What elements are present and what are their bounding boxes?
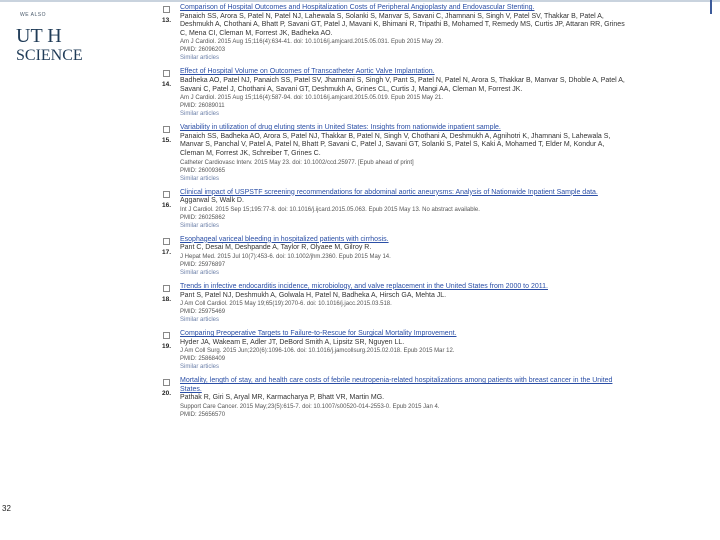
result-title-link[interactable]: Effect of Hospital Volume on Outcomes of Transcatheter Aortic Valve Implantation. [180, 68, 435, 76]
result-authors: Pant C, Desai M, Deshpande A, Taylor R, Olyaee M, Gilroy R. [180, 244, 372, 252]
result-authors: Panaich SS, Arora S, Patel N, Patel NJ, Lahewala S, Solanki S, Manvar S, Savani C, Jhamnani S, Singh V, Patel SV, Thakkar B, Patel A, Deshmukh A, Chothani A, Bhatt P, Savani GT, Patel J, Mavani K, Bhimani R, Tripathi B, Mohamed T, Remedy MS, Curtis JP, Attaran RR, Grines C, Mena CI, Cleman M, Forrest JK, Badheka AO. [180, 12, 625, 37]
result-entry-19 [160, 330, 630, 371]
result-number: 19. [162, 343, 172, 351]
result-title-link[interactable]: Clinical impact of USPSTF screening recommendations for abdominal aortic aneurysms: Analysis of Nationwide Inpatient Sample data. [180, 188, 598, 196]
result-authors: Badheka AO, Patel NJ, Panaich SS, Patel SV, Jhamnani S, Singh V, Pant S, Patel N, Patel N, Arora S, Thakkar B, Manvar S, Dhoble A, Patel A, Savani C, Patel J, Chothani A, Savani GT, Deshmukh A, Grines CL, Curtis J, Mangi AA, Cleman M, Forrest JK. [180, 76, 625, 93]
select-checkbox[interactable] [163, 332, 170, 339]
result-authors: Hyder JA, Wakeam E, Adler JT, DeBord Smith A, Lipsitz SR, Nguyen LL. [180, 338, 405, 346]
result-title-link[interactable]: Mortality, length of stay, and health care costs of febrile neutropenia-related hospitalizations among patients with breast cancer in the United States. [180, 377, 613, 393]
top-border [0, 0, 720, 2]
select-checkbox[interactable] [163, 191, 170, 198]
accent-rule [710, 0, 712, 14]
result-authors: Panaich SS, Badheka AO, Arora S, Patel NJ, Thakkar B, Patel N, Singh V, Chothani A, Deshmukh A, Agnihotri K, Jhamnani S, Lahewala S, Manvar S, Panchal V, Patel A, Patel N, Bhatt P, Savani C, Patel J, Savani GT, Solanki S, Patel S, Kaki A, Mohamed T, Elder M, Kondur A, Cleman M, Forrest JK, Schreiber T, Grines C. [180, 132, 611, 157]
select-checkbox[interactable] [163, 379, 170, 386]
result-number: 15. [162, 137, 172, 145]
result-authors: Pant S, Patel NJ, Deshmukh A, Golwala H, Patel N, Badheka A, Hirsch GA, Mehta JL. [180, 291, 447, 299]
result-entry-17 [160, 236, 630, 277]
result-pmid: PMID: 25976897 [180, 261, 226, 268]
logo-science: SCIENCE [16, 47, 83, 64]
result-citation: Catheter Cardiovasc Interv. 2015 May 23. doi: 10.1002/ccd.25977. [Epub ahead of print] [180, 159, 414, 166]
select-checkbox[interactable] [163, 126, 170, 133]
similar-articles-link[interactable]: Similar articles [180, 175, 220, 182]
similar-articles-link[interactable]: Similar articles [180, 55, 220, 62]
result-title-link[interactable]: Comparing Preoperative Targets to Failure-to-Rescue for Surgical Mortality Improvement. [180, 330, 457, 338]
select-checkbox[interactable] [163, 6, 170, 13]
similar-articles-link[interactable]: Similar articles [180, 222, 220, 229]
result-entry-20 [160, 377, 630, 419]
result-pmid: PMID: 26025862 [180, 214, 226, 221]
result-citation: Am J Cardiol. 2015 Aug 15;116(4):587-94. doi: 10.1016/j.amjcard.2015.05.019. Epub 2015 May 21. [180, 95, 444, 102]
result-title-link[interactable]: Esophageal variceal bleeding in hospitalized patients with cirrhosis. [180, 235, 389, 243]
result-citation: J Am Coll Surg. 2015 Jun;220(6):1096-106. doi: 10.1016/j.jamcollsurg.2015.02.018. Epub 2015 Mar 12. [180, 348, 455, 355]
result-entry-16 [160, 189, 630, 230]
result-citation: Support Care Cancer. 2015 May;23(5):615-7. doi: 10.1007/s00520-014-2553-0. Epub 2015 Jan 4. [180, 404, 440, 411]
slide-number: 32 [2, 504, 11, 513]
result-title-link[interactable]: Comparison of Hospital Outcomes and Hospitalization Costs of Peripheral Angioplasty and Endovascular Stenting. [180, 4, 535, 11]
result-pmid: PMID: 26096203 [180, 47, 226, 54]
result-entry-15 [160, 124, 630, 182]
result-citation: Am J Cardiol. 2015 Aug 15;116(4):634-41. doi: 10.1016/j.amjcard.2015.05.031. Epub 2015 May 29. [180, 39, 444, 46]
similar-articles-link[interactable]: Similar articles [180, 111, 220, 118]
result-number: 14. [162, 81, 172, 89]
result-pmid: PMID: 25656570 [180, 412, 226, 419]
result-citation: Int J Cardiol. 2015 Sep 15;195:77-8. doi: 10.1016/j.ijcard.2015.05.063. Epub 2015 May 13. No abstract available. [180, 206, 480, 213]
logo-tagline: WE ALSO [20, 12, 47, 18]
result-entry-13 [160, 4, 630, 62]
result-authors: Pathak R, Giri S, Aryal MR, Karmacharya P, Bhatt VR, Martin MG. [180, 394, 385, 402]
result-number: 13. [162, 17, 172, 24]
result-citation: J Am Coll Cardiol. 2015 May 19;65(19):2070-6. doi: 10.1016/j.jacc.2015.03.518. [180, 301, 392, 308]
result-entry-18 [160, 283, 630, 324]
result-pmid: PMID: 25975469 [180, 309, 226, 316]
select-checkbox[interactable] [163, 238, 170, 245]
result-title-link[interactable]: Variability in utilization of drug eluting stents in United States: Insights from nationwide inpatient sample. [180, 124, 501, 132]
similar-articles-link[interactable]: Similar articles [180, 364, 220, 371]
result-number: 18. [162, 295, 172, 303]
ut-health-logo [0, 8, 83, 66]
select-checkbox[interactable] [163, 285, 170, 292]
result-pmid: PMID: 25868409 [180, 356, 226, 363]
result-title-link[interactable]: Trends in infective endocarditis incidence, microbiology, and valve replacement in the United States from 2000 to 2011. [180, 282, 548, 290]
logo-ut: UT H [16, 25, 62, 47]
similar-articles-link[interactable]: Similar articles [180, 269, 220, 276]
result-number: 16. [162, 201, 172, 209]
result-citation: J Hepat Med. 2015 Jul 10(7):453-6. doi: 10.1002/jhm.2360. Epub 2015 May 14. [180, 253, 391, 260]
result-number: 17. [162, 248, 172, 256]
similar-articles-link[interactable]: Similar articles [180, 317, 220, 324]
result-pmid: PMID: 26089011 [180, 103, 225, 110]
result-pmid: PMID: 26009365 [180, 167, 226, 174]
result-number: 20. [162, 390, 172, 398]
result-entry-14 [160, 68, 630, 118]
pubmed-results-list [160, 4, 630, 425]
select-checkbox[interactable] [163, 70, 170, 77]
result-authors: Aggarwal S, Walk D. [180, 197, 244, 205]
